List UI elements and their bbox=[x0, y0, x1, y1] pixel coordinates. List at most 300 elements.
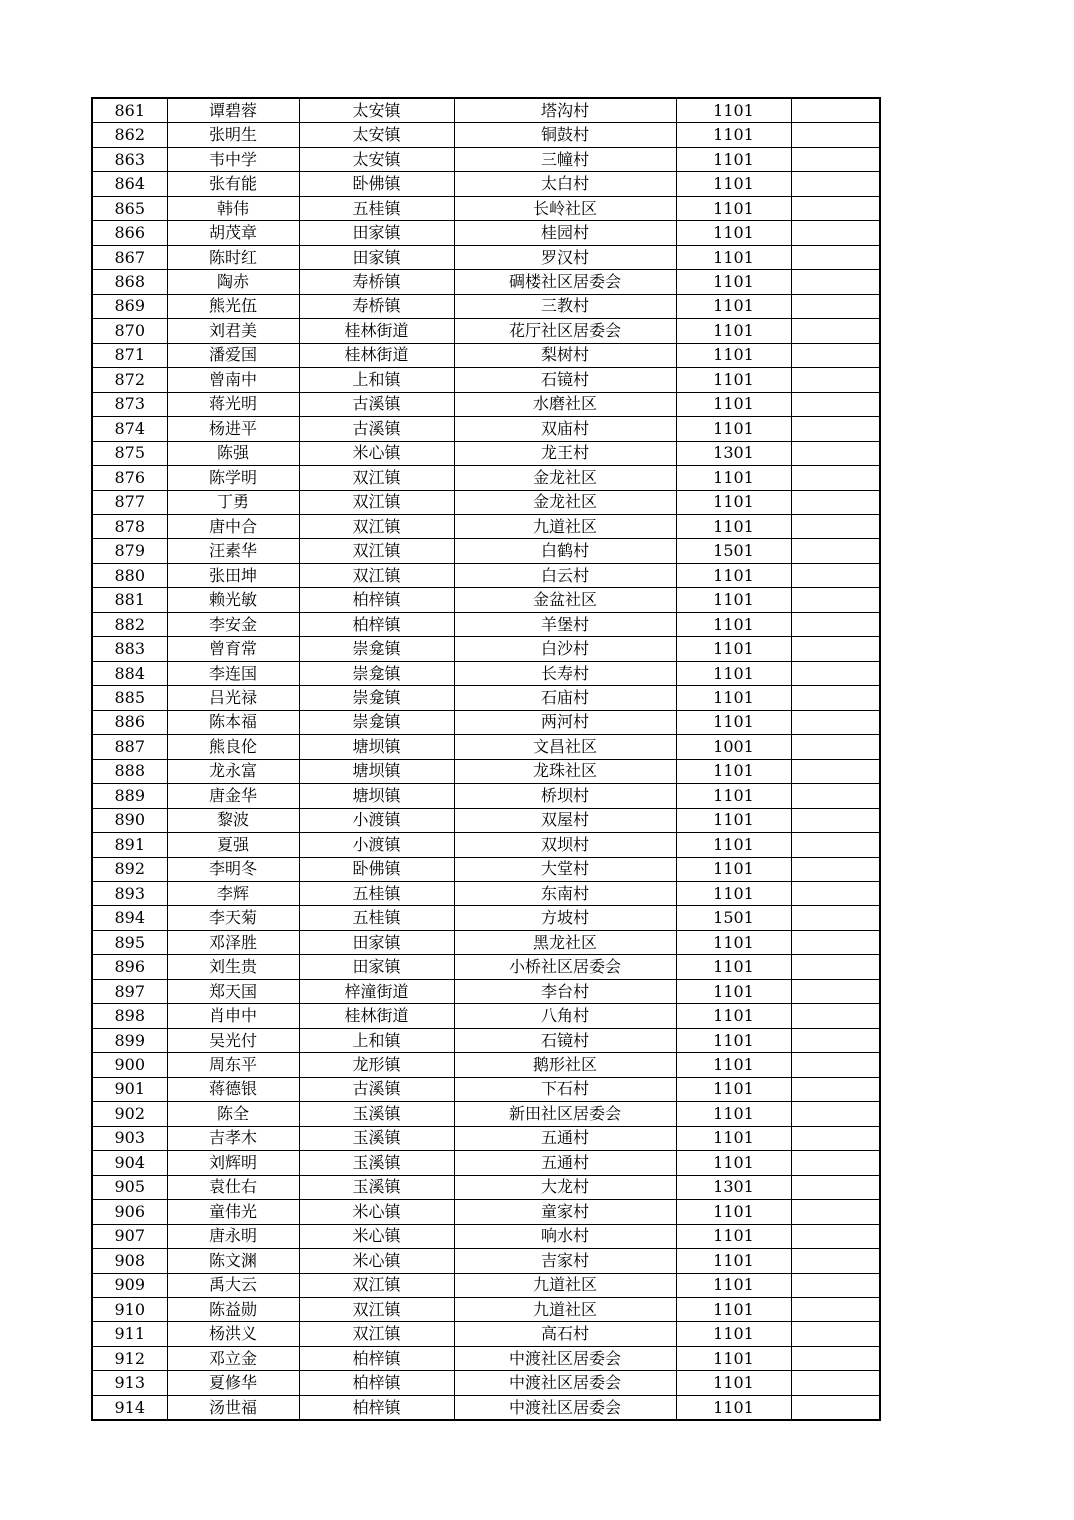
code-cell: 1101 bbox=[676, 930, 791, 954]
name-cell: 吕光禄 bbox=[167, 686, 299, 710]
row-number-cell: 863 bbox=[92, 147, 167, 171]
name-cell: 丁勇 bbox=[167, 490, 299, 514]
note-cell bbox=[791, 930, 880, 954]
table-row bbox=[92, 441, 880, 465]
table-row bbox=[92, 710, 880, 734]
name-cell: 吴光付 bbox=[167, 1028, 299, 1052]
table-row bbox=[92, 979, 880, 1003]
row-number-cell: 868 bbox=[92, 270, 167, 294]
name-cell: 李天菊 bbox=[167, 906, 299, 930]
note-cell bbox=[791, 123, 880, 147]
code-cell: 1001 bbox=[676, 735, 791, 759]
village-cell: 高石村 bbox=[454, 1322, 676, 1346]
note-cell bbox=[791, 1200, 880, 1224]
village-cell: 长寿村 bbox=[454, 661, 676, 685]
table-row bbox=[92, 123, 880, 147]
table-row bbox=[92, 882, 880, 906]
note-cell bbox=[791, 686, 880, 710]
name-cell: 蒋德银 bbox=[167, 1077, 299, 1101]
name-cell: 夏强 bbox=[167, 833, 299, 857]
row-number-cell: 878 bbox=[92, 514, 167, 538]
table-row bbox=[92, 1297, 880, 1321]
note-cell bbox=[791, 441, 880, 465]
note-cell bbox=[791, 417, 880, 441]
note-cell bbox=[791, 147, 880, 171]
row-number-cell: 911 bbox=[92, 1322, 167, 1346]
table-row bbox=[92, 539, 880, 563]
village-cell: 铜鼓村 bbox=[454, 123, 676, 147]
note-cell bbox=[791, 784, 880, 808]
village-cell: 梨树村 bbox=[454, 343, 676, 367]
name-cell: 潘爱国 bbox=[167, 343, 299, 367]
town-cell: 上和镇 bbox=[299, 368, 454, 392]
village-cell: 中渡社区居委会 bbox=[454, 1371, 676, 1395]
note-cell bbox=[791, 1297, 880, 1321]
table-row bbox=[92, 563, 880, 587]
table-row bbox=[92, 735, 880, 759]
table-row bbox=[92, 270, 880, 294]
town-cell: 柏梓镇 bbox=[299, 612, 454, 636]
row-number-cell: 909 bbox=[92, 1273, 167, 1297]
name-cell: 郑天国 bbox=[167, 979, 299, 1003]
row-number-cell: 896 bbox=[92, 955, 167, 979]
row-number-cell: 869 bbox=[92, 294, 167, 318]
name-cell: 袁仕右 bbox=[167, 1175, 299, 1199]
town-cell: 柏梓镇 bbox=[299, 1371, 454, 1395]
code-cell: 1101 bbox=[676, 1126, 791, 1150]
table-row bbox=[92, 392, 880, 416]
note-cell bbox=[791, 955, 880, 979]
row-number-cell: 905 bbox=[92, 1175, 167, 1199]
note-cell bbox=[791, 906, 880, 930]
name-cell: 陈时红 bbox=[167, 245, 299, 269]
table-row bbox=[92, 1273, 880, 1297]
name-cell: 陈学明 bbox=[167, 466, 299, 490]
row-number-cell: 865 bbox=[92, 196, 167, 220]
note-cell bbox=[791, 343, 880, 367]
code-cell: 1101 bbox=[676, 172, 791, 196]
row-number-cell: 895 bbox=[92, 930, 167, 954]
code-cell: 1101 bbox=[676, 882, 791, 906]
code-cell: 1101 bbox=[676, 1077, 791, 1101]
table-row bbox=[92, 759, 880, 783]
name-cell: 刘君美 bbox=[167, 319, 299, 343]
note-cell bbox=[791, 612, 880, 636]
note-cell bbox=[791, 1371, 880, 1395]
town-cell: 田家镇 bbox=[299, 930, 454, 954]
village-cell: 石庙村 bbox=[454, 686, 676, 710]
town-cell: 米心镇 bbox=[299, 1224, 454, 1248]
town-cell: 桂林街道 bbox=[299, 1004, 454, 1028]
code-cell: 1101 bbox=[676, 1200, 791, 1224]
row-number-cell: 879 bbox=[92, 539, 167, 563]
note-cell bbox=[791, 1249, 880, 1273]
town-cell: 玉溪镇 bbox=[299, 1126, 454, 1150]
row-number-cell: 907 bbox=[92, 1224, 167, 1248]
table-row bbox=[92, 1346, 880, 1370]
town-cell: 崇龛镇 bbox=[299, 710, 454, 734]
code-cell: 1101 bbox=[676, 637, 791, 661]
row-number-cell: 897 bbox=[92, 979, 167, 1003]
note-cell bbox=[791, 857, 880, 881]
town-cell: 桂林街道 bbox=[299, 343, 454, 367]
code-cell: 1101 bbox=[676, 1151, 791, 1175]
name-cell: 陈本福 bbox=[167, 710, 299, 734]
code-cell: 1101 bbox=[676, 955, 791, 979]
note-cell bbox=[791, 1346, 880, 1370]
row-number-cell: 889 bbox=[92, 784, 167, 808]
row-number-cell: 893 bbox=[92, 882, 167, 906]
row-number-cell: 886 bbox=[92, 710, 167, 734]
name-cell: 刘辉明 bbox=[167, 1151, 299, 1175]
note-cell bbox=[791, 1151, 880, 1175]
village-cell: 九道社区 bbox=[454, 1297, 676, 1321]
code-cell: 1101 bbox=[676, 1249, 791, 1273]
note-cell bbox=[791, 368, 880, 392]
code-cell: 1101 bbox=[676, 221, 791, 245]
village-cell: 金龙社区 bbox=[454, 466, 676, 490]
village-cell: 碉楼社区居委会 bbox=[454, 270, 676, 294]
village-cell: 中渡社区居委会 bbox=[454, 1346, 676, 1370]
row-number-cell: 881 bbox=[92, 588, 167, 612]
village-cell: 九道社区 bbox=[454, 514, 676, 538]
town-cell: 双江镇 bbox=[299, 563, 454, 587]
note-cell bbox=[791, 710, 880, 734]
town-cell: 五桂镇 bbox=[299, 882, 454, 906]
village-cell: 方坡村 bbox=[454, 906, 676, 930]
note-cell bbox=[791, 1175, 880, 1199]
code-cell: 1101 bbox=[676, 245, 791, 269]
table-row bbox=[92, 1395, 880, 1420]
village-cell: 两河村 bbox=[454, 710, 676, 734]
town-cell: 双江镇 bbox=[299, 1322, 454, 1346]
table-row bbox=[92, 1004, 880, 1028]
row-number-cell: 876 bbox=[92, 466, 167, 490]
code-cell: 1101 bbox=[676, 368, 791, 392]
note-cell bbox=[791, 808, 880, 832]
table-row bbox=[92, 955, 880, 979]
row-number-cell: 877 bbox=[92, 490, 167, 514]
town-cell: 小渡镇 bbox=[299, 808, 454, 832]
name-cell: 陈益勋 bbox=[167, 1297, 299, 1321]
town-cell: 寿桥镇 bbox=[299, 270, 454, 294]
row-number-cell: 872 bbox=[92, 368, 167, 392]
table-row bbox=[92, 1053, 880, 1077]
town-cell: 卧佛镇 bbox=[299, 172, 454, 196]
note-cell bbox=[791, 1322, 880, 1346]
town-cell: 田家镇 bbox=[299, 955, 454, 979]
row-number-cell: 910 bbox=[92, 1297, 167, 1321]
code-cell: 1101 bbox=[676, 466, 791, 490]
table-row bbox=[92, 1077, 880, 1101]
table-row bbox=[92, 294, 880, 318]
town-cell: 双江镇 bbox=[299, 466, 454, 490]
table-row bbox=[92, 588, 880, 612]
village-cell: 鹅形社区 bbox=[454, 1053, 676, 1077]
village-cell: 九道社区 bbox=[454, 1273, 676, 1297]
note-cell bbox=[791, 1077, 880, 1101]
village-cell: 五通村 bbox=[454, 1126, 676, 1150]
village-cell: 桂园村 bbox=[454, 221, 676, 245]
village-cell: 白鹤村 bbox=[454, 539, 676, 563]
table-row bbox=[92, 1249, 880, 1273]
village-cell: 塔沟村 bbox=[454, 98, 676, 123]
note-cell bbox=[791, 98, 880, 123]
town-cell: 柏梓镇 bbox=[299, 1395, 454, 1420]
table-row bbox=[92, 343, 880, 367]
name-cell: 熊光伍 bbox=[167, 294, 299, 318]
note-cell bbox=[791, 661, 880, 685]
table-row bbox=[92, 833, 880, 857]
town-cell: 古溪镇 bbox=[299, 392, 454, 416]
name-cell: 龙永富 bbox=[167, 759, 299, 783]
row-number-cell: 861 bbox=[92, 98, 167, 123]
town-cell: 上和镇 bbox=[299, 1028, 454, 1052]
village-cell: 五通村 bbox=[454, 1151, 676, 1175]
code-cell: 1101 bbox=[676, 1371, 791, 1395]
town-cell: 双江镇 bbox=[299, 1273, 454, 1297]
name-cell: 韦中学 bbox=[167, 147, 299, 171]
note-cell bbox=[791, 294, 880, 318]
table-row bbox=[92, 368, 880, 392]
town-cell: 塘坝镇 bbox=[299, 784, 454, 808]
table-row bbox=[92, 196, 880, 220]
row-number-cell: 866 bbox=[92, 221, 167, 245]
code-cell: 1501 bbox=[676, 539, 791, 563]
row-number-cell: 873 bbox=[92, 392, 167, 416]
name-cell: 胡茂章 bbox=[167, 221, 299, 245]
name-cell: 曾南中 bbox=[167, 368, 299, 392]
name-cell: 张田坤 bbox=[167, 563, 299, 587]
village-cell: 花厅社区居委会 bbox=[454, 319, 676, 343]
row-number-cell: 901 bbox=[92, 1077, 167, 1101]
name-cell: 蒋光明 bbox=[167, 392, 299, 416]
village-cell: 文昌社区 bbox=[454, 735, 676, 759]
table-row bbox=[92, 612, 880, 636]
village-cell: 金龙社区 bbox=[454, 490, 676, 514]
code-cell: 1101 bbox=[676, 1004, 791, 1028]
town-cell: 崇龛镇 bbox=[299, 661, 454, 685]
code-cell: 1101 bbox=[676, 808, 791, 832]
town-cell: 小渡镇 bbox=[299, 833, 454, 857]
table-row bbox=[92, 1126, 880, 1150]
code-cell: 1101 bbox=[676, 1053, 791, 1077]
code-cell: 1501 bbox=[676, 906, 791, 930]
note-cell bbox=[791, 490, 880, 514]
code-cell: 1101 bbox=[676, 661, 791, 685]
town-cell: 桂林街道 bbox=[299, 319, 454, 343]
row-number-cell: 882 bbox=[92, 612, 167, 636]
village-cell: 金盆社区 bbox=[454, 588, 676, 612]
village-cell: 石镜村 bbox=[454, 368, 676, 392]
code-cell: 1101 bbox=[676, 1322, 791, 1346]
name-cell: 陈文渊 bbox=[167, 1249, 299, 1273]
data-table bbox=[91, 97, 881, 1421]
row-number-cell: 880 bbox=[92, 563, 167, 587]
code-cell: 1101 bbox=[676, 1102, 791, 1126]
code-cell: 1301 bbox=[676, 1175, 791, 1199]
town-cell: 太安镇 bbox=[299, 98, 454, 123]
name-cell: 李连国 bbox=[167, 661, 299, 685]
name-cell: 陈全 bbox=[167, 1102, 299, 1126]
village-cell: 东南村 bbox=[454, 882, 676, 906]
name-cell: 禹大云 bbox=[167, 1273, 299, 1297]
town-cell: 太安镇 bbox=[299, 123, 454, 147]
row-number-cell: 914 bbox=[92, 1395, 167, 1420]
name-cell: 肖申中 bbox=[167, 1004, 299, 1028]
table-row bbox=[92, 1175, 880, 1199]
village-cell: 三教村 bbox=[454, 294, 676, 318]
village-cell: 大堂村 bbox=[454, 857, 676, 881]
village-cell: 双坝村 bbox=[454, 833, 676, 857]
town-cell: 田家镇 bbox=[299, 221, 454, 245]
note-cell bbox=[791, 588, 880, 612]
village-cell: 响水村 bbox=[454, 1224, 676, 1248]
town-cell: 塘坝镇 bbox=[299, 735, 454, 759]
table-row bbox=[92, 1322, 880, 1346]
village-cell: 白云村 bbox=[454, 563, 676, 587]
table-row bbox=[92, 1200, 880, 1224]
village-cell: 中渡社区居委会 bbox=[454, 1395, 676, 1420]
village-cell: 李台村 bbox=[454, 979, 676, 1003]
note-cell bbox=[791, 563, 880, 587]
table-row bbox=[92, 661, 880, 685]
name-cell: 邓立金 bbox=[167, 1346, 299, 1370]
name-cell: 陶赤 bbox=[167, 270, 299, 294]
name-cell: 李安金 bbox=[167, 612, 299, 636]
code-cell: 1101 bbox=[676, 979, 791, 1003]
row-number-cell: 888 bbox=[92, 759, 167, 783]
table-row bbox=[92, 245, 880, 269]
code-cell: 1101 bbox=[676, 1395, 791, 1420]
note-cell bbox=[791, 1395, 880, 1420]
table-row bbox=[92, 857, 880, 881]
row-number-cell: 899 bbox=[92, 1028, 167, 1052]
code-cell: 1101 bbox=[676, 98, 791, 123]
code-cell: 1101 bbox=[676, 514, 791, 538]
note-cell bbox=[791, 270, 880, 294]
row-number-cell: 891 bbox=[92, 833, 167, 857]
village-cell: 三幢村 bbox=[454, 147, 676, 171]
row-number-cell: 864 bbox=[92, 172, 167, 196]
town-cell: 田家镇 bbox=[299, 245, 454, 269]
row-number-cell: 887 bbox=[92, 735, 167, 759]
town-cell: 梓潼街道 bbox=[299, 979, 454, 1003]
name-cell: 张明生 bbox=[167, 123, 299, 147]
village-cell: 白沙村 bbox=[454, 637, 676, 661]
town-cell: 古溪镇 bbox=[299, 417, 454, 441]
code-cell: 1101 bbox=[676, 123, 791, 147]
code-cell: 1101 bbox=[676, 319, 791, 343]
row-number-cell: 871 bbox=[92, 343, 167, 367]
row-number-cell: 906 bbox=[92, 1200, 167, 1224]
table-row bbox=[92, 1371, 880, 1395]
row-number-cell: 892 bbox=[92, 857, 167, 881]
village-cell: 羊堡村 bbox=[454, 612, 676, 636]
name-cell: 黎波 bbox=[167, 808, 299, 832]
table-row bbox=[92, 319, 880, 343]
town-cell: 龙形镇 bbox=[299, 1053, 454, 1077]
table-row bbox=[92, 784, 880, 808]
row-number-cell: 890 bbox=[92, 808, 167, 832]
village-cell: 黑龙社区 bbox=[454, 930, 676, 954]
code-cell: 1101 bbox=[676, 857, 791, 881]
town-cell: 寿桥镇 bbox=[299, 294, 454, 318]
note-cell bbox=[791, 319, 880, 343]
row-number-cell: 885 bbox=[92, 686, 167, 710]
name-cell: 夏修华 bbox=[167, 1371, 299, 1395]
town-cell: 崇龛镇 bbox=[299, 686, 454, 710]
name-cell: 张有能 bbox=[167, 172, 299, 196]
village-cell: 龙王村 bbox=[454, 441, 676, 465]
code-cell: 1101 bbox=[676, 1297, 791, 1321]
village-cell: 长岭社区 bbox=[454, 196, 676, 220]
note-cell bbox=[791, 514, 880, 538]
row-number-cell: 884 bbox=[92, 661, 167, 685]
code-cell: 1101 bbox=[676, 147, 791, 171]
name-cell: 韩伟 bbox=[167, 196, 299, 220]
code-cell: 1101 bbox=[676, 784, 791, 808]
code-cell: 1101 bbox=[676, 294, 791, 318]
code-cell: 1101 bbox=[676, 833, 791, 857]
town-cell: 太安镇 bbox=[299, 147, 454, 171]
table-row bbox=[92, 1224, 880, 1248]
note-cell bbox=[791, 637, 880, 661]
note-cell bbox=[791, 1224, 880, 1248]
town-cell: 玉溪镇 bbox=[299, 1151, 454, 1175]
village-cell: 下石村 bbox=[454, 1077, 676, 1101]
name-cell: 曾育常 bbox=[167, 637, 299, 661]
table-row bbox=[92, 514, 880, 538]
code-cell: 1101 bbox=[676, 563, 791, 587]
table-row bbox=[92, 1151, 880, 1175]
village-cell: 水磨社区 bbox=[454, 392, 676, 416]
note-cell bbox=[791, 979, 880, 1003]
note-cell bbox=[791, 759, 880, 783]
note-cell bbox=[791, 1028, 880, 1052]
table-row bbox=[92, 808, 880, 832]
note-cell bbox=[791, 882, 880, 906]
town-cell: 双江镇 bbox=[299, 539, 454, 563]
code-cell: 1101 bbox=[676, 392, 791, 416]
note-cell bbox=[791, 1126, 880, 1150]
row-number-cell: 913 bbox=[92, 1371, 167, 1395]
code-cell: 1101 bbox=[676, 1224, 791, 1248]
name-cell: 周东平 bbox=[167, 1053, 299, 1077]
town-cell: 玉溪镇 bbox=[299, 1102, 454, 1126]
table-row bbox=[92, 906, 880, 930]
code-cell: 1101 bbox=[676, 343, 791, 367]
name-cell: 唐金华 bbox=[167, 784, 299, 808]
table-row bbox=[92, 172, 880, 196]
code-cell: 1101 bbox=[676, 1346, 791, 1370]
town-cell: 崇龛镇 bbox=[299, 637, 454, 661]
name-cell: 李辉 bbox=[167, 882, 299, 906]
town-cell: 双江镇 bbox=[299, 1297, 454, 1321]
name-cell: 熊良伦 bbox=[167, 735, 299, 759]
row-number-cell: 875 bbox=[92, 441, 167, 465]
row-number-cell: 903 bbox=[92, 1126, 167, 1150]
village-cell: 大龙村 bbox=[454, 1175, 676, 1199]
name-cell: 李明冬 bbox=[167, 857, 299, 881]
town-cell: 五桂镇 bbox=[299, 906, 454, 930]
town-cell: 米心镇 bbox=[299, 441, 454, 465]
code-cell: 1101 bbox=[676, 490, 791, 514]
table-row bbox=[92, 1028, 880, 1052]
village-cell: 双屋村 bbox=[454, 808, 676, 832]
table-row bbox=[92, 98, 880, 123]
table-row bbox=[92, 930, 880, 954]
